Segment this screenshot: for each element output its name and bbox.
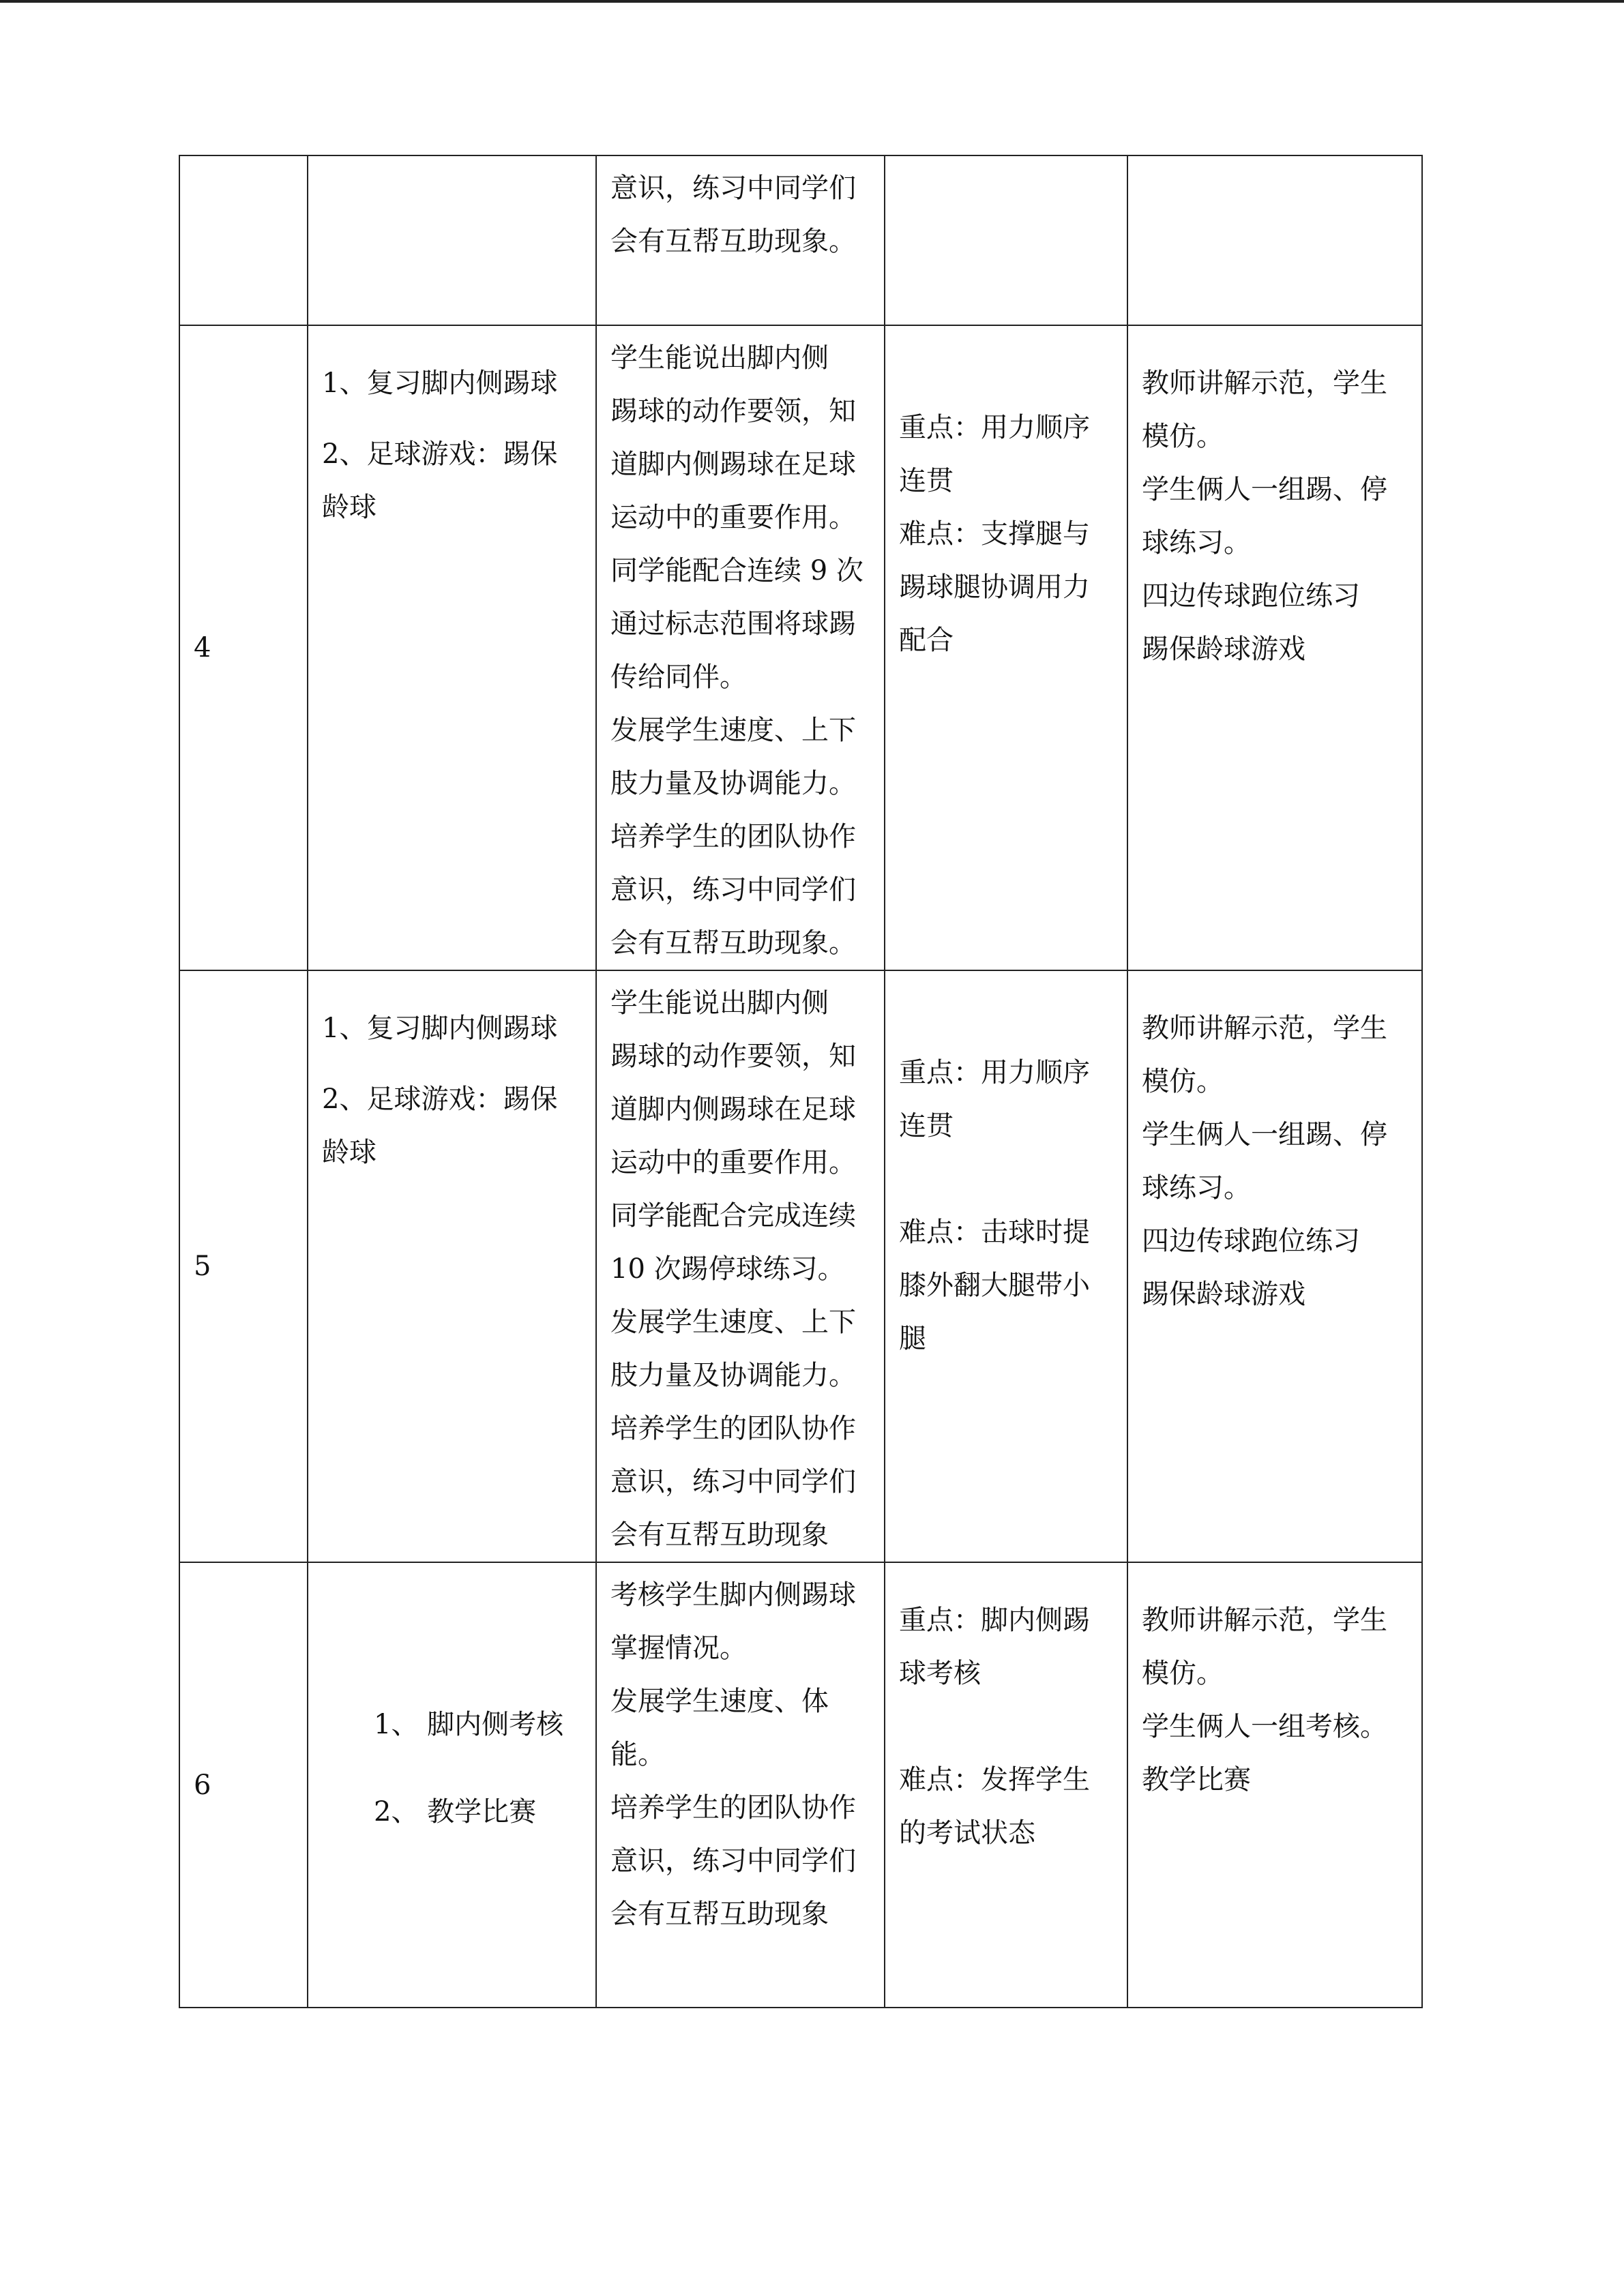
content-line: 2、足球游戏：踢保 (322, 1084, 558, 1115)
objectives-line: 发展学生速度、上下 (610, 715, 856, 746)
key-point-line: 球考核 (899, 1658, 981, 1689)
methods-line: 踢保龄球游戏 (1142, 1279, 1305, 1310)
objectives-line: 培养学生的团队协作 (610, 1413, 856, 1444)
objectives-line: 踢球的动作要领，知 (610, 1041, 856, 1072)
page-top-border (0, 0, 1624, 3)
content-line: 龄球 (322, 1137, 377, 1168)
table-row (179, 970, 1422, 1562)
methods-line: 模仿。 (1142, 421, 1224, 452)
objectives-line: 道脚内侧踢球在足球 (610, 1094, 856, 1125)
objectives-line: 培养学生的团队协作 (610, 821, 856, 852)
difficulty-line: 腿 (899, 1323, 926, 1354)
objectives-line: 同学能配合连续 9 次 (610, 555, 863, 586)
objectives-line: 运动中的重要作用。 (610, 502, 856, 533)
methods-line: 学生俩人一组踢、停 (1142, 1119, 1387, 1150)
methods-line: 学生俩人一组考核。 (1142, 1711, 1387, 1742)
objectives-line: 会有互帮互助现象。 (610, 226, 856, 257)
objectives-line: 发展学生速度、上下 (610, 1307, 856, 1338)
methods-line: 模仿。 (1142, 1658, 1224, 1689)
key-difficulty-cell (885, 325, 1127, 970)
lesson-plan-table (179, 155, 1423, 2008)
objectives-line: 发展学生速度、体 (610, 1686, 829, 1717)
objectives-line: 通过标志范围将球踢 (610, 608, 856, 640)
key-point-line: 重点：用力顺序 (899, 1057, 1090, 1088)
key-difficulty-cell (885, 155, 1127, 325)
lesson-content-cell (308, 970, 596, 1562)
key-difficulty-cell (885, 1562, 1127, 2008)
key-difficulty-cell (885, 970, 1127, 1562)
methods-line: 踢保龄球游戏 (1142, 633, 1305, 665)
objectives-line: 考核学生脚内侧踢球 (610, 1579, 856, 1611)
content-line: 龄球 (322, 492, 377, 523)
key-point-line: 重点：脚内侧踢 (899, 1605, 1090, 1636)
objectives-cell (596, 970, 885, 1562)
content-line: 1、 脚内侧考核 (374, 1708, 564, 1740)
table-row (179, 1562, 1422, 2008)
key-point-line: 连贯 (899, 465, 954, 496)
content-line: 2、 教学比赛 (374, 1795, 537, 1828)
objectives-line: 意识，练习中同学们 (610, 1845, 856, 1877)
lesson-content-cell (308, 1562, 596, 2008)
lesson-number-cell (179, 970, 308, 1562)
difficulty-line: 膝外翻大腿带小 (899, 1270, 1090, 1301)
objectives-cell (596, 325, 885, 970)
lesson-content-cell (308, 325, 596, 970)
key-point-line: 连贯 (899, 1110, 954, 1142)
lesson-content-cell (308, 155, 596, 325)
key-point-line: 重点：用力顺序 (899, 412, 1090, 443)
objectives-line: 掌握情况。 (610, 1632, 747, 1664)
objectives-line: 能。 (610, 1739, 665, 1770)
lesson-number: 4 (194, 632, 211, 664)
methods-line: 球练习。 (1142, 1172, 1251, 1204)
methods-line: 模仿。 (1142, 1066, 1224, 1097)
objectives-line: 会有互帮互助现象 (610, 1519, 829, 1551)
objectives-line: 会有互帮互助现象。 (610, 927, 856, 959)
lesson-number-cell (179, 155, 308, 325)
difficulty-line: 配合 (899, 625, 954, 656)
methods-cell (1127, 1562, 1422, 2008)
table-row (179, 325, 1422, 970)
methods-line: 学生俩人一组踢、停 (1142, 474, 1387, 505)
table-row (179, 155, 1422, 325)
objectives-line: 踢球的动作要领，知 (610, 396, 856, 427)
difficulty-line: 的考试状态 (899, 1817, 1035, 1849)
objectives-line: 会有互帮互助现象 (610, 1898, 829, 1930)
methods-line: 教师讲解示范，学生 (1142, 1605, 1387, 1636)
difficulty-line: 难点：发挥学生 (899, 1764, 1090, 1795)
objectives-line: 运动中的重要作用。 (610, 1147, 856, 1178)
lesson-number: 6 (194, 1769, 211, 1801)
methods-cell (1127, 155, 1422, 325)
objectives-line: 肢力量及协调能力。 (610, 768, 856, 799)
objectives-line: 意识，练习中同学们 (610, 1466, 856, 1497)
methods-cell (1127, 970, 1422, 1562)
objectives-line: 培养学生的团队协作 (610, 1792, 856, 1823)
content-line: 1、复习脚内侧踢球 (322, 368, 558, 399)
difficulty-line: 难点：击球时提 (899, 1217, 1090, 1248)
difficulty-line: 踢球腿协调用力 (899, 571, 1090, 603)
objectives-line: 肢力量及协调能力。 (610, 1360, 856, 1391)
objectives-line: 同学能配合完成连续 (610, 1200, 856, 1232)
content-line: 1、复习脚内侧踢球 (322, 1013, 558, 1044)
methods-line: 教师讲解示范，学生 (1142, 368, 1387, 399)
lesson-number-cell (179, 1562, 308, 2008)
objectives-line: 10 次踢停球练习。 (610, 1253, 845, 1285)
objectives-line: 学生能说出脚内侧 (610, 342, 829, 374)
objectives-cell (596, 155, 885, 325)
methods-cell (1127, 325, 1422, 970)
objectives-line: 道脚内侧踢球在足球 (610, 449, 856, 480)
methods-line: 四边传球跑位练习 (1142, 1225, 1360, 1257)
lesson-number-cell (179, 325, 308, 970)
lesson-number: 5 (194, 1251, 211, 1282)
difficulty-line: 难点：支撑腿与 (899, 518, 1090, 550)
objectives-line: 传给同伴。 (610, 661, 747, 693)
methods-line: 四边传球跑位练习 (1142, 580, 1360, 612)
methods-line: 球练习。 (1142, 527, 1251, 558)
methods-line: 教师讲解示范，学生 (1142, 1013, 1387, 1044)
content-line: 2、足球游戏：踢保 (322, 438, 558, 470)
objectives-line: 意识，练习中同学们 (610, 874, 856, 906)
methods-line: 教学比赛 (1142, 1764, 1251, 1795)
objectives-line: 学生能说出脚内侧 (610, 987, 829, 1019)
objectives-cell (596, 1562, 885, 2008)
objectives-line: 意识，练习中同学们 (610, 173, 856, 204)
